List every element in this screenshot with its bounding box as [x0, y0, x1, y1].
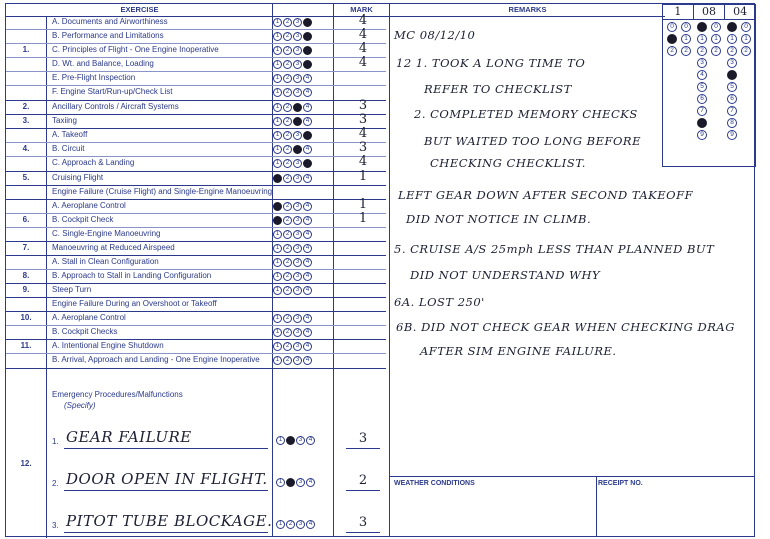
grade-bubble-2[interactable]: 2	[283, 159, 292, 168]
date-bubble[interactable]: 1	[727, 34, 737, 44]
grade-bubbles[interactable]	[273, 88, 312, 97]
exercise-row	[6, 112, 386, 129]
date-bubble-column	[741, 22, 751, 56]
grade-bubble-4[interactable]: 4	[303, 202, 312, 211]
grade-bubble-2[interactable]: 2	[283, 18, 292, 27]
grade-bubbles[interactable]	[273, 60, 312, 69]
receipt-label: RECEIPT NO.	[598, 480, 643, 487]
date-box-year: 04	[733, 5, 748, 18]
grade-bubble-4[interactable]: 4	[303, 32, 312, 41]
date-bubble-column	[711, 22, 721, 56]
grade-bubble-4[interactable]: 4	[303, 117, 312, 126]
weather-label: WEATHER CONDITIONS	[394, 480, 475, 487]
grade-bubble-4[interactable]: 4	[303, 272, 312, 281]
exercise-row	[6, 27, 386, 44]
date-bubble[interactable]: 2	[697, 46, 707, 56]
date-bubble[interactable]: 9	[727, 130, 737, 140]
exercise-label: B. Arrival, Approach and Landing - One Engine Inoperative	[52, 355, 260, 364]
emergency-item-number: 3.	[52, 521, 59, 530]
exercise-number: 2.	[22, 102, 30, 111]
grade-bubbles[interactable]	[273, 216, 312, 225]
grade-bubble-1[interactable]: 1	[273, 88, 282, 97]
grade-bubble-1[interactable]: 1	[273, 18, 282, 27]
grade-bubble-4[interactable]: 4	[303, 342, 312, 351]
grade-bubble-4[interactable]: 4	[303, 103, 312, 112]
grade-bubble-2[interactable]: 2	[283, 32, 292, 41]
exercise-row	[6, 126, 386, 143]
grade-bubble-2[interactable]: 2	[283, 74, 292, 83]
date-bubble[interactable]: 1	[667, 34, 677, 44]
grade-bubble-2[interactable]: 2	[283, 117, 292, 126]
grade-bubble-3[interactable]: 3	[293, 342, 302, 351]
grade-bubble-1[interactable]: 1	[273, 103, 282, 112]
grade-bubble-3[interactable]: 3	[293, 46, 302, 55]
date-grid	[662, 4, 756, 167]
exercise-row	[6, 326, 386, 340]
remark-line: 12 1. TOOK A LONG TIME TO	[396, 56, 586, 70]
exercise-row	[6, 298, 386, 312]
grade-bubble-1[interactable]: 1	[273, 272, 282, 281]
grade-bubble-4[interactable]: 4	[303, 60, 312, 69]
grade-bubble-1[interactable]: 1	[273, 159, 282, 168]
exercise-number: 10.	[20, 313, 32, 322]
mark-value: 3	[358, 515, 368, 530]
remark-line: 5. CRUISE A/S 25mph LESS THAN PLANNED BUT	[394, 242, 715, 256]
mark-value: 3	[358, 98, 368, 113]
exercise-number: 11.	[20, 341, 32, 350]
exercise-number: 5.	[22, 173, 30, 182]
grade-bubble-4[interactable]: 4	[303, 314, 312, 323]
grade-bubble-4[interactable]: 4	[303, 18, 312, 27]
grade-bubble-3[interactable]: 3	[293, 145, 302, 154]
grade-bubbles[interactable]	[273, 258, 312, 267]
mark-value: 1	[358, 169, 368, 184]
grade-bubble-3[interactable]: 3	[293, 174, 302, 183]
date-bubble[interactable]: 2	[667, 46, 677, 56]
grade-bubble-3[interactable]: 3	[296, 436, 305, 445]
grade-bubble-2[interactable]: 2	[283, 272, 292, 281]
grade-bubble-2[interactable]: 2	[283, 244, 292, 253]
grade-bubble-2[interactable]: 2	[283, 342, 292, 351]
exercise-label: A. Takeoff	[52, 130, 88, 139]
date-bubble[interactable]: 8	[727, 118, 737, 128]
date-box-month: 08	[694, 5, 726, 19]
remarks-header: REMARKS	[390, 4, 665, 17]
grade-bubbles[interactable]	[273, 244, 312, 253]
grade-bubble-4[interactable]: 4	[303, 258, 312, 267]
grade-bubbles[interactable]	[273, 202, 312, 211]
exercise-number: 6.	[22, 215, 30, 224]
exercise-label: E. Pre-Flight Inspection	[52, 73, 136, 82]
exercise-row	[6, 55, 386, 72]
grade-bubble-1[interactable]: 1	[273, 74, 282, 83]
grade-bubble-1[interactable]: 1	[273, 286, 282, 295]
exercise-row	[6, 197, 386, 214]
exercise-label: F. Engine Start/Run-up/Check List	[52, 87, 173, 96]
grade-bubble-3[interactable]: 3	[293, 272, 302, 281]
exercise-label: C. Approach & Landing	[52, 158, 135, 167]
exercise-row	[6, 169, 386, 186]
grade-bubbles[interactable]	[273, 314, 312, 323]
grade-bubble-2[interactable]: 2	[283, 174, 292, 183]
mark-value: 4	[358, 55, 368, 70]
remark-line: DID NOT UNDERSTAND WHY	[410, 268, 601, 282]
date-bubble-column	[697, 22, 707, 140]
grade-bubbles[interactable]	[273, 145, 312, 154]
grade-bubble-3[interactable]: 3	[293, 244, 302, 253]
grade-bubble-4[interactable]: 4	[303, 145, 312, 154]
exercise-label: D. Wt. and Balance, Loading	[52, 59, 154, 68]
grade-bubble-3[interactable]: 3	[296, 478, 305, 487]
grade-bubble-4[interactable]: 4	[303, 74, 312, 83]
grade-bubble-1[interactable]: 1	[273, 46, 282, 55]
exercise-label: Steep Turn	[52, 285, 92, 294]
grade-bubble-1[interactable]: 1	[273, 32, 282, 41]
grade-bubble-2[interactable]: 2	[283, 202, 292, 211]
grade-bubble-4[interactable]: 4	[303, 356, 312, 365]
mark-value: 1	[358, 211, 368, 226]
date-bubble[interactable]: 1	[741, 34, 751, 44]
grade-bubble-3[interactable]: 3	[293, 60, 302, 69]
grade-bubble-2[interactable]: 2	[283, 230, 292, 239]
date-bubble[interactable]: 0	[697, 22, 707, 32]
grade-bubble-3[interactable]: 3	[293, 328, 302, 337]
grade-bubble-4[interactable]: 4	[303, 88, 312, 97]
exercise-row	[6, 186, 386, 200]
grade-bubble-1[interactable]: 1	[276, 436, 285, 445]
exercise-label: C. Principles of Flight - One Engine Inoperative	[52, 45, 219, 54]
grade-bubble-3[interactable]: 3	[293, 286, 302, 295]
date-bubble[interactable]: 7	[727, 106, 737, 116]
grade-bubble-4[interactable]: 4	[303, 159, 312, 168]
grade-bubble-4[interactable]: 4	[303, 46, 312, 55]
grade-bubbles[interactable]	[273, 328, 312, 337]
grade-bubble-4[interactable]: 4	[306, 436, 315, 445]
exercise-label: B. Approach to Stall in Landing Configuration	[52, 271, 212, 280]
exercise-label: C. Single-Engine Manoeuvring	[52, 229, 161, 238]
grade-bubble-1[interactable]: 1	[273, 258, 282, 267]
exercise-label: A. Aeroplane Control	[52, 313, 126, 322]
grade-bubble-1[interactable]: 1	[273, 342, 282, 351]
exercise-row	[6, 154, 386, 172]
mark-value: 2	[358, 473, 368, 488]
grade-bubble-2[interactable]: 2	[283, 103, 292, 112]
exercise-row	[6, 13, 386, 30]
grade-bubbles[interactable]	[273, 174, 312, 183]
grade-bubble-1[interactable]: 1	[273, 202, 282, 211]
exercise-number: 4.	[22, 144, 30, 153]
grade-bubble-4[interactable]: 4	[303, 230, 312, 239]
mark-value: 1	[358, 197, 368, 212]
mark-value: 3	[358, 431, 368, 446]
grade-bubble-3[interactable]: 3	[293, 314, 302, 323]
grade-bubbles[interactable]	[273, 18, 312, 27]
grade-bubble-3[interactable]: 3	[293, 117, 302, 126]
grade-bubble-1[interactable]: 1	[273, 60, 282, 69]
grade-bubbles[interactable]	[273, 74, 312, 83]
grade-bubble-3[interactable]: 3	[293, 258, 302, 267]
grade-bubbles[interactable]	[273, 356, 312, 365]
date-bubble[interactable]: 8	[697, 118, 707, 128]
grade-bubble-2[interactable]: 2	[286, 436, 295, 445]
grade-bubble-3[interactable]: 3	[293, 356, 302, 365]
date-bubble[interactable]: 0	[681, 22, 691, 32]
date-bubble[interactable]: 5	[697, 82, 707, 92]
emergency-item-text: GEAR FAILURE	[66, 428, 192, 446]
grade-bubble-1[interactable]: 1	[273, 244, 282, 253]
remark-line: LEFT GEAR DOWN AFTER SECOND TAKEOFF	[398, 188, 694, 202]
remark-line: 6B. DID NOT CHECK GEAR WHEN CHECKING DRAG	[396, 320, 735, 334]
grade-bubble-4[interactable]: 4	[303, 131, 312, 140]
exercise-label: B. Circuit	[52, 144, 85, 153]
grade-bubbles[interactable]	[276, 520, 315, 529]
date-bubble[interactable]: 2	[727, 46, 737, 56]
date-bubble[interactable]: 3	[727, 58, 737, 68]
date-bubble[interactable]: 0	[667, 22, 677, 32]
grade-bubble-1[interactable]: 1	[273, 145, 282, 154]
grade-bubble-4[interactable]: 4	[303, 286, 312, 295]
date-bubble[interactable]: 6	[697, 94, 707, 104]
grade-bubbles[interactable]	[273, 342, 312, 351]
remark-line: 6A. LOST 250'	[394, 295, 485, 309]
emergency-specify: (Specify)	[64, 401, 96, 410]
grade-bubble-3[interactable]: 3	[293, 18, 302, 27]
grade-bubbles[interactable]	[273, 103, 312, 112]
grade-bubble-2[interactable]: 2	[283, 314, 292, 323]
exercise-row	[6, 312, 386, 326]
grade-bubble-1[interactable]: 1	[273, 328, 282, 337]
mark-value: 4	[358, 154, 368, 169]
date-bubble[interactable]: 0	[741, 22, 751, 32]
grade-bubble-3[interactable]: 3	[293, 103, 302, 112]
mark-value: 4	[358, 126, 368, 141]
grade-bubble-1[interactable]: 1	[273, 230, 282, 239]
grade-bubble-4[interactable]: 4	[306, 520, 315, 529]
grade-bubble-4[interactable]: 4	[303, 174, 312, 183]
exercise-label: A. Intentional Engine Shutdown	[52, 341, 164, 350]
grade-bubble-1[interactable]: 1	[273, 356, 282, 365]
grade-bubble-2[interactable]: 2	[283, 131, 292, 140]
exercise-row	[6, 72, 386, 86]
weather-box	[390, 476, 754, 477]
date-bubble[interactable]: 0	[711, 22, 721, 32]
exercise-row	[6, 228, 386, 242]
grade-bubble-2[interactable]: 2	[283, 88, 292, 97]
grade-bubble-3[interactable]: 3	[293, 88, 302, 97]
grade-bubbles[interactable]	[273, 230, 312, 239]
exercise-row	[6, 211, 386, 228]
exercise-label: Engine Failure (Cruise Flight) and Single-Engine Manoeuvring	[52, 187, 273, 196]
exercise-row	[6, 256, 386, 270]
grade-bubble-1[interactable]: 1	[273, 117, 282, 126]
date-bubble[interactable]: 4	[727, 70, 737, 80]
date-bubble[interactable]: 1	[697, 34, 707, 44]
emergency-item-number: 2.	[52, 479, 59, 488]
date-bubble[interactable]: 7	[697, 106, 707, 116]
grade-bubble-1[interactable]: 1	[276, 520, 285, 529]
exercise-label: B. Performance and Limitations	[52, 31, 164, 40]
emergency-item-text: DOOR OPEN IN FLIGHT.	[66, 470, 268, 488]
date-bubble[interactable]: 0	[727, 22, 737, 32]
emergency-title: Emergency Procedures/Malfunctions	[52, 390, 183, 399]
emergency-item-number: 1.	[52, 437, 59, 446]
grade-bubble-2[interactable]: 2	[283, 60, 292, 69]
grade-bubble-2[interactable]: 2	[283, 356, 292, 365]
date-bubble[interactable]: 1	[681, 34, 691, 44]
mark-value: 3	[358, 140, 368, 155]
mark-value: 4	[358, 27, 368, 42]
mark-value: 4	[358, 13, 368, 28]
grade-bubbles[interactable]	[273, 272, 312, 281]
grade-bubbles[interactable]	[273, 32, 312, 41]
exercise-number: 7.	[22, 243, 30, 252]
emergency-number: 12.	[20, 459, 32, 468]
grade-bubble-2[interactable]: 2	[283, 328, 292, 337]
grade-bubble-1[interactable]: 1	[273, 131, 282, 140]
grade-bubbles[interactable]	[276, 436, 315, 445]
mark-value: 4	[358, 41, 368, 56]
grade-bubble-4[interactable]: 4	[306, 478, 315, 487]
exercise-row	[6, 41, 386, 58]
date-bubble[interactable]: 5	[727, 82, 737, 92]
mark-header: MARK	[333, 4, 390, 17]
grade-bubble-2[interactable]: 2	[286, 520, 295, 529]
grade-bubble-1[interactable]: 1	[273, 216, 282, 225]
exercise-label: B. Cockpit Check	[52, 215, 114, 224]
exercise-label: Engine Failure During an Overshoot or Takeoff	[52, 299, 217, 308]
date-bubble[interactable]: 6	[727, 94, 737, 104]
grade-bubble-3[interactable]: 3	[293, 32, 302, 41]
date-bubble[interactable]: 2	[741, 46, 751, 56]
grade-bubbles[interactable]	[273, 159, 312, 168]
remark-line: 2. COMPLETED MEMORY CHECKS	[414, 107, 638, 121]
grade-bubble-2[interactable]: 2	[283, 258, 292, 267]
grade-bubble-1[interactable]: 1	[276, 478, 285, 487]
exercise-label: A. Documents and Airworthiness	[52, 17, 168, 26]
exercise-row	[6, 86, 386, 101]
exercise-number: 3.	[22, 116, 30, 125]
grade-bubbles[interactable]	[273, 286, 312, 295]
exercise-label: A. Stall in Clean Configuration	[52, 257, 159, 266]
grade-bubble-2[interactable]: 2	[286, 478, 295, 487]
date-bubble[interactable]: 3	[697, 58, 707, 68]
mark-value: 3	[358, 112, 368, 127]
grade-bubble-2[interactable]: 2	[283, 145, 292, 154]
receipt-divider	[596, 476, 597, 536]
date-bubble-column	[727, 22, 737, 140]
date-bubble[interactable]: 4	[697, 70, 707, 80]
exercise-number: 1.	[22, 45, 30, 54]
grade-bubble-1[interactable]: 1	[273, 314, 282, 323]
date-bubble[interactable]: 9	[697, 130, 707, 140]
grade-bubble-3[interactable]: 3	[293, 159, 302, 168]
exercise-row	[6, 242, 386, 256]
remark-line: MC 08/12/10	[394, 28, 476, 42]
grade-bubble-1[interactable]: 1	[273, 174, 282, 183]
grade-bubbles[interactable]	[276, 478, 315, 487]
date-bubble-column	[667, 22, 677, 56]
grade-bubble-3[interactable]: 3	[293, 216, 302, 225]
exercise-label: Cruising Flight	[52, 173, 104, 182]
exercise-row	[6, 98, 386, 115]
grade-bubble-4[interactable]: 4	[303, 216, 312, 225]
exercise-row	[6, 140, 386, 157]
grade-bubble-2[interactable]: 2	[283, 46, 292, 55]
grade-bubble-4[interactable]: 4	[303, 328, 312, 337]
date-bubble-column	[681, 22, 691, 56]
exercise-number: 8.	[22, 271, 30, 280]
date-bubble[interactable]: 2	[711, 46, 721, 56]
emergency-item-text: PITOT TUBE BLOCKAGE.	[66, 512, 273, 530]
exercise-row	[6, 354, 386, 369]
exercise-label: Manoeuvring at Reduced Airspeed	[52, 243, 175, 252]
remark-line: AFTER SIM ENGINE FAILURE.	[420, 344, 617, 358]
remark-line: DID NOT NOTICE IN CLIMB.	[406, 212, 592, 226]
exercise-row	[6, 270, 386, 284]
grade-bubble-4[interactable]: 4	[303, 244, 312, 253]
exercise-label: Ancillary Controls / Aircraft Systems	[52, 102, 179, 111]
grade-bubble-3[interactable]: 3	[293, 202, 302, 211]
grade-bubble-3[interactable]: 3	[293, 131, 302, 140]
exercise-label: Taxiing	[52, 116, 77, 125]
grade-bubble-3[interactable]: 3	[293, 230, 302, 239]
exercise-row	[6, 340, 386, 354]
grade-bubbles[interactable]	[273, 117, 312, 126]
date-bubble[interactable]: 1	[711, 34, 721, 44]
date-box-day: 1	[663, 5, 694, 19]
exercise-number: 9.	[22, 285, 30, 294]
flight-test-form	[5, 3, 755, 537]
grade-bubble-3[interactable]: 3	[296, 520, 305, 529]
grade-bubble-2[interactable]: 2	[283, 216, 292, 225]
exercise-label: B. Cockpit Checks	[52, 327, 118, 336]
remark-line: REFER TO CHECKLIST	[424, 82, 572, 96]
exercise-label: A. Aeroplane Control	[52, 201, 126, 210]
date-bubble[interactable]: 2	[681, 46, 691, 56]
grade-bubbles[interactable]	[273, 46, 312, 55]
grade-bubbles[interactable]	[273, 131, 312, 140]
remark-line: BUT WAITED TOO LONG BEFORE	[424, 134, 641, 148]
exercise-header: EXERCISE	[6, 4, 273, 17]
exercise-row	[6, 284, 386, 298]
grade-bubble-2[interactable]: 2	[283, 286, 292, 295]
remark-line: CHECKING CHECKLIST.	[430, 156, 586, 170]
grade-bubble-3[interactable]: 3	[293, 74, 302, 83]
